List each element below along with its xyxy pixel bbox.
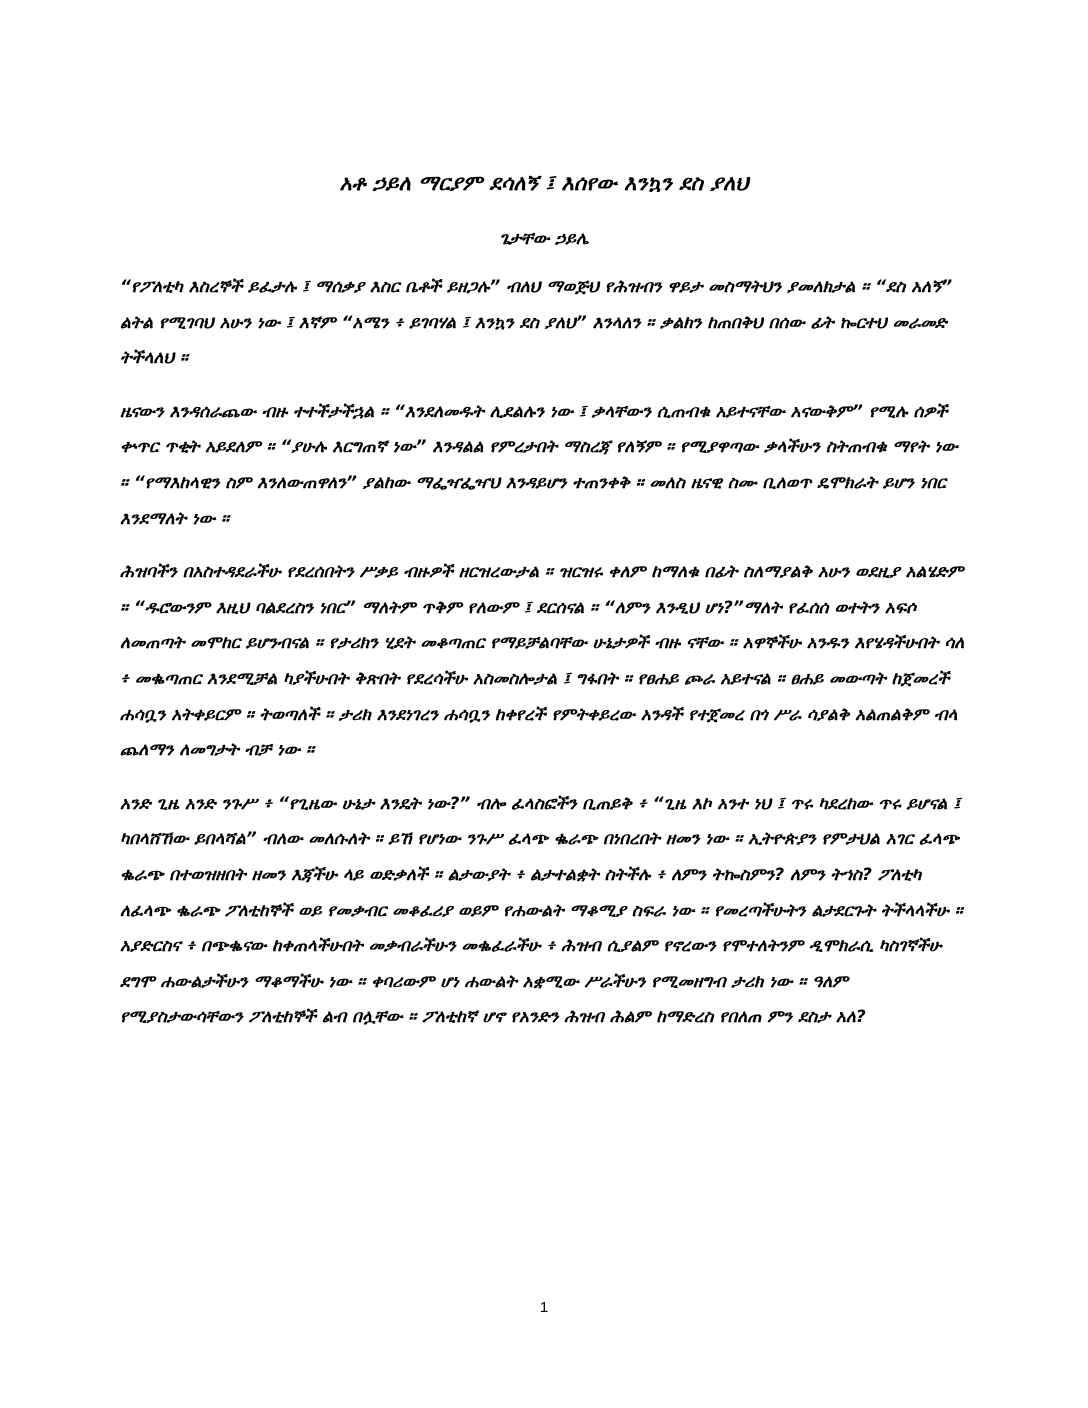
paragraph-2: ዜናውን እንዳሰራጨው ብዙ ተተችታችኋል ። “እንደለመዱት ሊደልሉን ነው ፤ ቃላቸውን ሲጠብቁ አይተናቸው አናውቅም” የሚሉ ሰዎች ቍጥር ጥቂት አይደለም ። “ያሁሉ እርግጠኛ ነው” እንዳልል የምረታበት ማስረጃ የለኝም ። የሚያዋጣው ቃላችሁን ስትጠብቁ ማየት ነው ። “የማእከላዊን ስም እንለውጠዋለን” ያልከው ማፌዣፌዣህ እንዳይሆን ተጠንቀቅ ። መለስ ዜናዊ ስሙ ቢለወጥ ዴሞክራት ይሆን ነበር እንደማለት ነው ። <box>120 401 958 529</box>
page-number: 1 <box>539 1299 549 1316</box>
author-name: ጌታቸው ኃይሌ <box>499 229 589 249</box>
paragraph-1: “የፖለቲካ እስረኞች ይፈታሉ ፤ ማሰቃያ እስር ቤቶች ይዘጋሉ” ብለህ ማወጅህ የሕዝብን ዋይታ መስማትህን ያመለክታል ። “ደስ አለኝ” ልትል የሚገባህ አሁን ነው ፤ እኛም “አሜን ፥ ይገባሃል ፤ እንኳን ደስ ያለህ” እንላለን ። ቃልክን ከጠበቅህ በሰው ፊት ኰርተህ መራመድ ትችላለህ ። <box>120 277 953 369</box>
document-body <box>120 270 970 1054</box>
paragraph-3: ሕዝባችን በአስተዳደራችሁ የደረሰበትን ሥቃይ ብዙዎች ዘርዝረውታል ። ዝርዝሩ ቀለም ከማለቁ በፊት ስለማያልቅ አሁን ወደዚያ አልሄድም ። “ዱሮውንም እዚህ ባልደረስን ነበር” ማለትም ጥቅም የለውም ፤ ደርሰናል ። “ለምን እንዲህ ሆነ?”ማለት የፈሰሰ ወተትን አፍሶ ለመጠጣት መሞከር ይሆንብናል ። የታሪክን ሂደት መቆጣጠር የማይቻልባቸው ሁኔታዎች ብዙ ናቸው ። አዋኞችሁ አንዱን እየሄዳችሁበት ሳለ ፥ መቈጣጠር እንደሚቻል ካያችሁበት ቅጽበት የደረሳችሁ አስመስሎታል ፤ ግፋበት ። የፀሐይ ጮራ አይተናል ። ፀሐይ መውጣት ከጀመረች ሐሳቧን አትቀይርም ። ትወጣለች ። ታሪክ እንደነገረን ሐሳቧን ከቀየረች የምትቀይረው አንዳች የተጀመረ በጎ ሥራ ሳያልቅ አልጠልቅም ብላ ጨለማን ለመግታት ብቻ ነው ። <box>120 562 965 761</box>
paragraph-4: አንድ ጊዜ አንድ ንጉሥ ፥ “የጊዜው ሁኔታ እንዴት ነው?” ብሎ ፈላስፎችን ቢጠይቅ ፥ “ጊዜ እኮ አንተ ነህ ፤ ጥሩ ካደረከው ጥሩ ይሆናል ፤ ካበላሸኸው ይበላሻል” ብለው መለሱለት ። ይኸ የሆነው ንጉሥ ፈላጭ ቈራጭ በነበረበት ዘመን ነው ። ኢትዮጵያን የምታህል አገር ፈላጭ ቈራጭ በተወዝዘበት ዘመን እጃችሁ ላይ ወድቃለች ። ልታውያት ፥ ልታተልቋት ስትችሉ ፥ ለምን ትኰስምን? ለምን ትኀስ? ፖለቲካ ለፈላጭ ቈራጭ ፖለቲከኞች ወይ የመቃብር መቆፈሪያ ወይም የሐውልት ማቆሚያ ስፍራ ነው ። የመረጣችሁትን ልታደርጉት ትችላላችሁ ። አያድርስና ፥ በጭቈናው ከቀጠላችሁበት መቃብራችሁን መቈፈራችሁ ፥ ሕዝብ ሲያልም የኖረውን የሞተለትንም ዲሞክራሲ ካስገኛችሁ ደግሞ ሐውልታችሁን ማቆማችሁ ነው ። ቀባሪውም ሆነ ሐውልት አቋሚው ሥራችሁን የሚመዘግብ ታሪክ ነው ። ዓለም የሚያስታውሳቸውን ፖለቲከኞች ልብ በሏቸው ። ፖለቲከኛ ሆኖ የአንድን ሕዝብ ሕልም ከማድረስ የበለጠ ምን ደስታ አለ? <box>120 793 963 1028</box>
document-title: አቶ ኃይለ ማርያም ደሳለኝ ፤ እሰየው እንኳን ደስ ያለህ <box>339 171 749 195</box>
